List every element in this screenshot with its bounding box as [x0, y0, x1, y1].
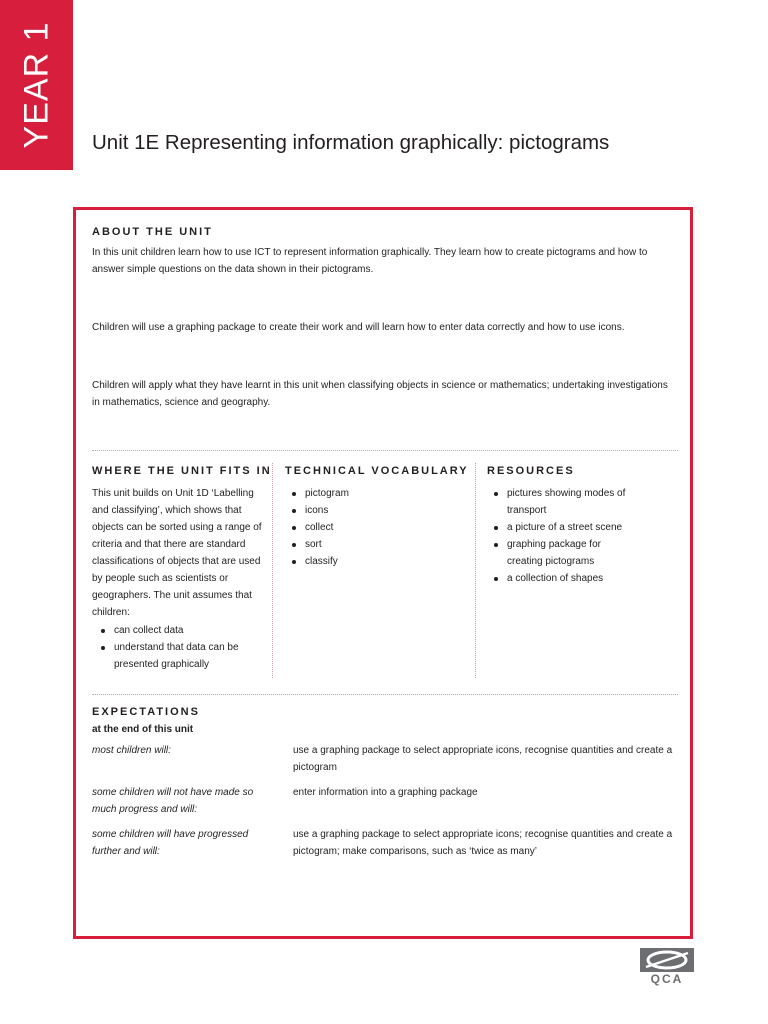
fits-column	[92, 463, 273, 678]
expectation-text: use a graphing package to select appropriate icons; recognise quantities and create a pictogram; make comparisons, such as ‘twice as many’	[293, 829, 673, 857]
resources-heading: RESOURCES	[487, 465, 575, 477]
list-item: a picture of a street scene	[507, 519, 637, 536]
resources-column	[487, 463, 677, 678]
list-item: collect	[305, 519, 475, 536]
about-paragraph-1: In this unit children learn how to use ICT to represent information graphically. They learn how to create pictograms and how to answer simple questions on the data shown in their pictograms.	[92, 247, 648, 275]
fits-heading: WHERE THE UNIT FITS IN	[92, 465, 272, 477]
expectation-row	[92, 742, 678, 776]
resources-list	[487, 485, 677, 587]
expectation-row	[92, 826, 678, 860]
list-item: pictures showing modes of transport	[507, 485, 637, 519]
page-title: Unit 1E Representing information graphically: pictograms	[92, 131, 610, 154]
about-section	[92, 226, 676, 411]
expectation-text: enter information into a graphing package	[293, 787, 478, 798]
expectation-label: some children will not have made so much progress and will:	[92, 787, 254, 815]
list-item: understand that data can be presented graphically	[114, 639, 272, 673]
list-item: graphing package for creating pictograms	[507, 536, 637, 570]
list-item: classify	[305, 553, 475, 570]
vocab-column	[285, 463, 476, 678]
about-paragraph-2: Children will use a graphing package to create their work and will learn how to enter data correctly and how to use icons.	[92, 322, 625, 333]
list-item: a collection of shapes	[507, 570, 637, 587]
list-item: icons	[305, 502, 475, 519]
expectation-label: most children will:	[92, 745, 171, 756]
unit-box	[73, 207, 693, 939]
info-columns	[92, 463, 678, 678]
year-label: YEAR 1	[17, 21, 55, 149]
expectation-row	[92, 784, 678, 818]
expectation-text: use a graphing package to select appropriate icons, recognise quantities and create a pictogram	[293, 745, 673, 773]
list-item: sort	[305, 536, 475, 553]
expectations-section	[92, 706, 678, 868]
list-item: can collect data	[114, 622, 272, 639]
vocab-heading: TECHNICAL VOCABULARY	[285, 465, 469, 477]
year-tab	[0, 0, 73, 170]
expectations-heading: EXPECTATIONS	[92, 706, 200, 718]
qca-logo	[640, 947, 694, 987]
list-item: pictogram	[305, 485, 475, 502]
expectation-label: some children will have progressed further and will:	[92, 829, 249, 857]
vocab-list	[285, 485, 475, 570]
about-heading: ABOUT THE UNIT	[92, 226, 213, 238]
fits-text: This unit builds on Unit 1D ‘Labelling and classifying’, which shows that objects can be sorted using a range of criteria and that there are standard classifications of objects that are used by people such as scientists or geographers. The unit assumes that children:	[92, 488, 262, 618]
divider	[92, 450, 678, 451]
qca-logo-text: QCA	[650, 972, 684, 986]
about-paragraph-3: Children will apply what they have learnt in this unit when classifying objects in science or mathematics; undertaking investigations in mathematics, science and geography.	[92, 380, 668, 408]
expectations-subheading: at the end of this unit	[92, 724, 194, 735]
qca-logo-icon	[640, 947, 694, 973]
divider	[92, 694, 678, 695]
fits-list	[92, 622, 272, 673]
